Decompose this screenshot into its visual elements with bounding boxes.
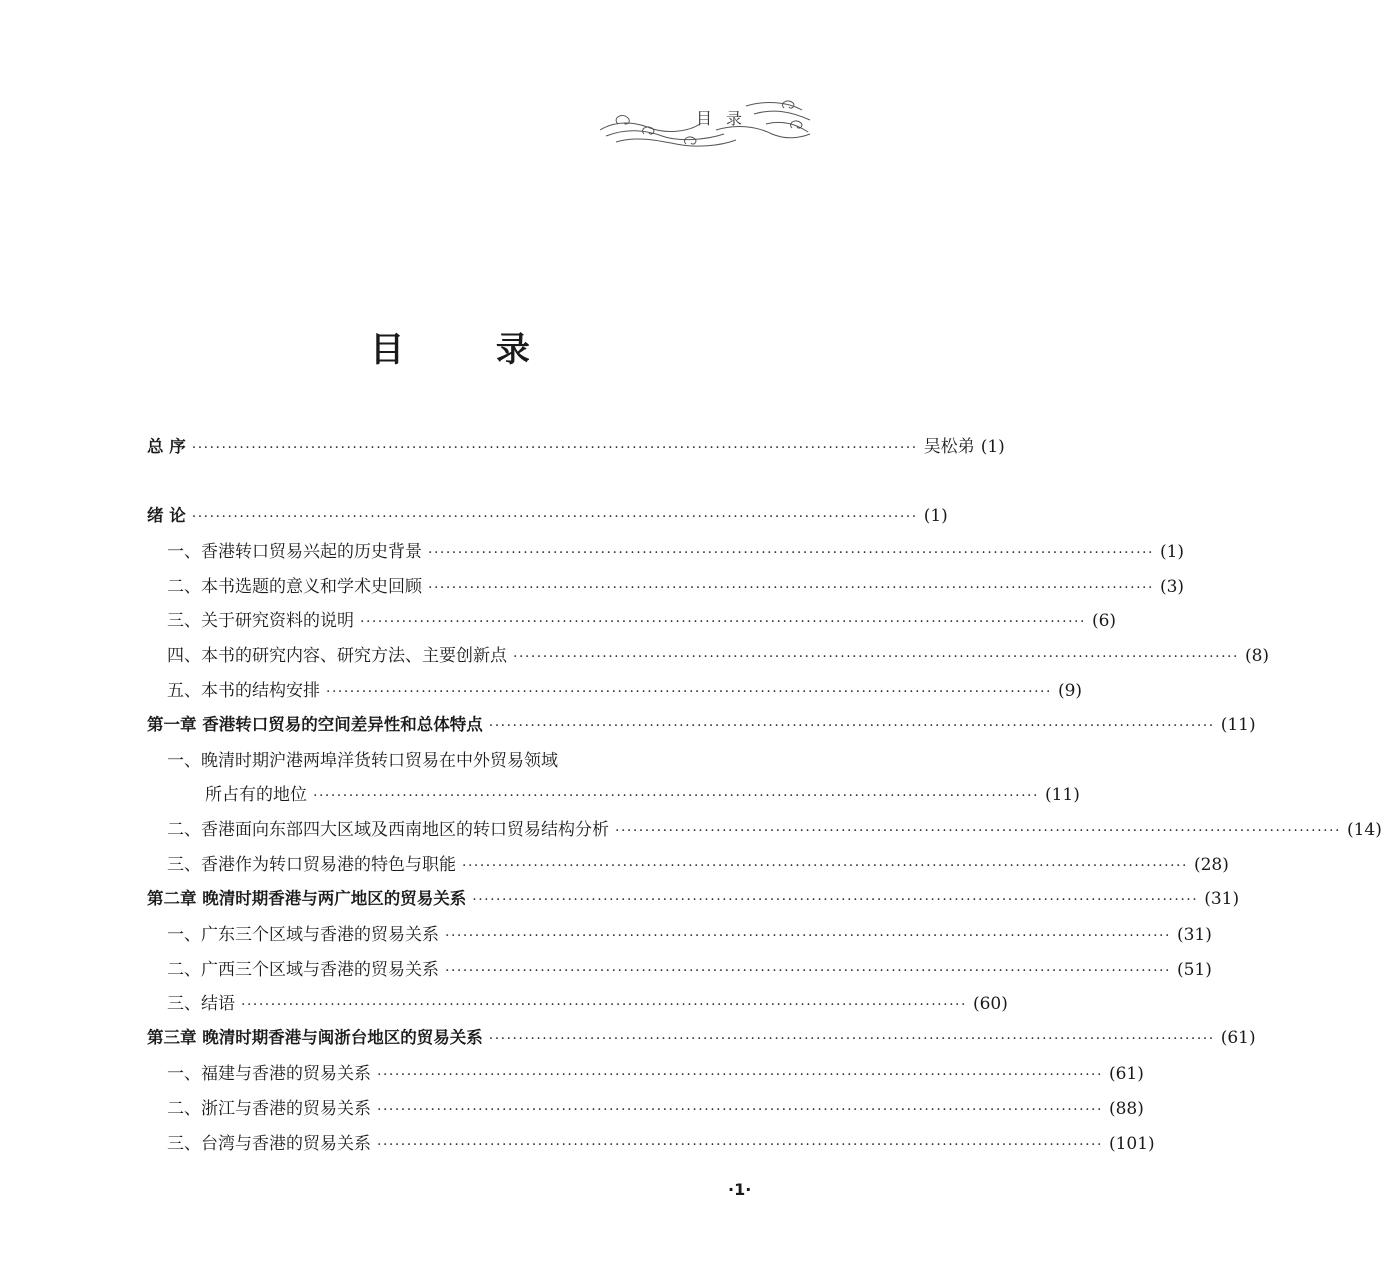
toc-page-number: (101) [1108, 1134, 1155, 1154]
dot-leader: ·························································································································· [615, 823, 1341, 839]
toc-label: 三、香港作为转口贸易港的特色与职能 [167, 855, 456, 875]
toc-label: 二、浙江与香港的贸易关系 [167, 1099, 371, 1119]
toc-entry-section[interactable] [167, 955, 1212, 983]
toc-entry-chapter-1[interactable] [147, 711, 1256, 739]
toc-page-number: (11) [1044, 785, 1080, 805]
toc-entry-section[interactable] [167, 676, 1083, 704]
toc-label: 一、香港转口贸易兴起的历史背景 [167, 542, 422, 562]
dot-leader: ·························································································································· [377, 1067, 1103, 1083]
toc-label: 第一章 香港转口贸易的空间差异性和总体特点 [147, 715, 483, 734]
toc-entry-section[interactable] [167, 1129, 1155, 1157]
dot-leader: ·························································································································· [377, 1137, 1103, 1153]
toc-page-number: (1) [923, 506, 948, 526]
dot-leader: ·························································································································· [488, 718, 1215, 734]
toc-entry-section[interactable] [167, 537, 1185, 565]
toc-label: 绪 论 [147, 506, 186, 525]
toc-entry-section[interactable] [167, 606, 1117, 634]
toc-label: 第三章 晚清时期香港与闽浙台地区的贸易关系 [147, 1028, 483, 1047]
toc-page-number: (31) [1176, 925, 1212, 945]
toc-label: 三、台湾与香港的贸易关系 [167, 1134, 371, 1154]
toc-label: 二、香港面向东部四大区域及西南地区的转口贸易结构分析 [167, 820, 609, 840]
toc-entry-section[interactable] [167, 641, 1270, 669]
toc-label: 四、本书的研究内容、研究方法、主要创新点 [167, 646, 507, 666]
toc-entry-section[interactable] [167, 850, 1229, 878]
toc-label: 二、广西三个区域与香港的贸易关系 [167, 960, 439, 980]
toc-author: 吴松弟 [923, 437, 975, 457]
toc-page-number: (28) [1193, 855, 1229, 875]
dot-leader: ·························································································································· [191, 440, 918, 456]
toc-page-number: (9) [1057, 681, 1083, 701]
toc-label: 三、关于研究资料的说明 [167, 611, 354, 631]
dot-leader: ·························································································································· [313, 788, 1039, 804]
dot-leader: ·························································································································· [445, 963, 1171, 979]
page-title: 目 录 [370, 330, 570, 370]
dot-leader: ·························································································································· [428, 545, 1154, 561]
toc-entry-section[interactable] [167, 815, 1382, 843]
toc-label: 一、晚清时期沪港两埠洋货转口贸易在中外贸易领域 [167, 751, 558, 771]
toc-entry-section[interactable] [167, 989, 1008, 1017]
toc-entry-chapter-2[interactable] [147, 885, 1240, 913]
toc-page-number: (1) [980, 437, 1005, 457]
toc-page-number: (14) [1346, 820, 1382, 840]
toc-entry-preface[interactable] [147, 432, 1005, 460]
toc-entry-section[interactable] [167, 572, 1185, 600]
toc-entry-section[interactable] [167, 920, 1212, 948]
dot-leader: ·························································································································· [462, 858, 1188, 874]
dot-leader: ·························································································································· [445, 928, 1171, 944]
running-head [596, 94, 816, 158]
page-number: ·1· [728, 1180, 752, 1199]
toc-page-number: (8) [1244, 646, 1270, 666]
toc-label: 五、本书的结构安排 [167, 681, 320, 701]
dot-leader: ·························································································································· [513, 649, 1239, 665]
toc-entry-section-continued[interactable] [205, 780, 1080, 808]
toc-page-number: (61) [1108, 1064, 1144, 1084]
running-head-text: 目录 [696, 109, 757, 128]
toc-page-number: (31) [1204, 889, 1240, 909]
toc-page-number: (61) [1220, 1028, 1256, 1048]
toc-label: 三、结语 [167, 994, 235, 1014]
toc-page-number: (51) [1176, 960, 1212, 980]
toc-label: 一、福建与香港的贸易关系 [167, 1064, 371, 1084]
dot-leader: ·························································································································· [428, 580, 1154, 596]
toc-label: 总 序 [147, 437, 186, 456]
toc-page-number: (3) [1159, 577, 1185, 597]
dot-leader: ·························································································································· [360, 614, 1086, 630]
toc-entry-section[interactable] [167, 746, 777, 774]
toc-label: 一、广东三个区域与香港的贸易关系 [167, 925, 439, 945]
toc-entry-chapter-3[interactable] [147, 1024, 1256, 1052]
toc-entry-section[interactable] [167, 1094, 1144, 1122]
toc-page-number: (88) [1108, 1099, 1144, 1119]
toc-label: 二、本书选题的意义和学术史回顾 [167, 577, 422, 597]
toc-page-number: (1) [1159, 542, 1185, 562]
toc-page-number: (11) [1220, 715, 1256, 735]
toc-page-number: (60) [972, 994, 1008, 1014]
dot-leader: ·························································································································· [377, 1102, 1103, 1118]
dot-leader: ·························································································································· [191, 509, 918, 525]
toc-entry-section[interactable] [167, 1059, 1144, 1087]
dot-leader: ·························································································································· [488, 1031, 1215, 1047]
toc-label: 所占有的地位 [205, 785, 307, 805]
toc-page-number: (6) [1091, 611, 1117, 631]
dot-leader: ·························································································································· [472, 892, 1199, 908]
dot-leader: ·························································································································· [326, 684, 1052, 700]
toc-entry-introduction[interactable] [147, 502, 948, 530]
toc-label: 第二章 晚清时期香港与两广地区的贸易关系 [147, 889, 467, 908]
dot-leader: ·························································································································· [241, 997, 967, 1013]
